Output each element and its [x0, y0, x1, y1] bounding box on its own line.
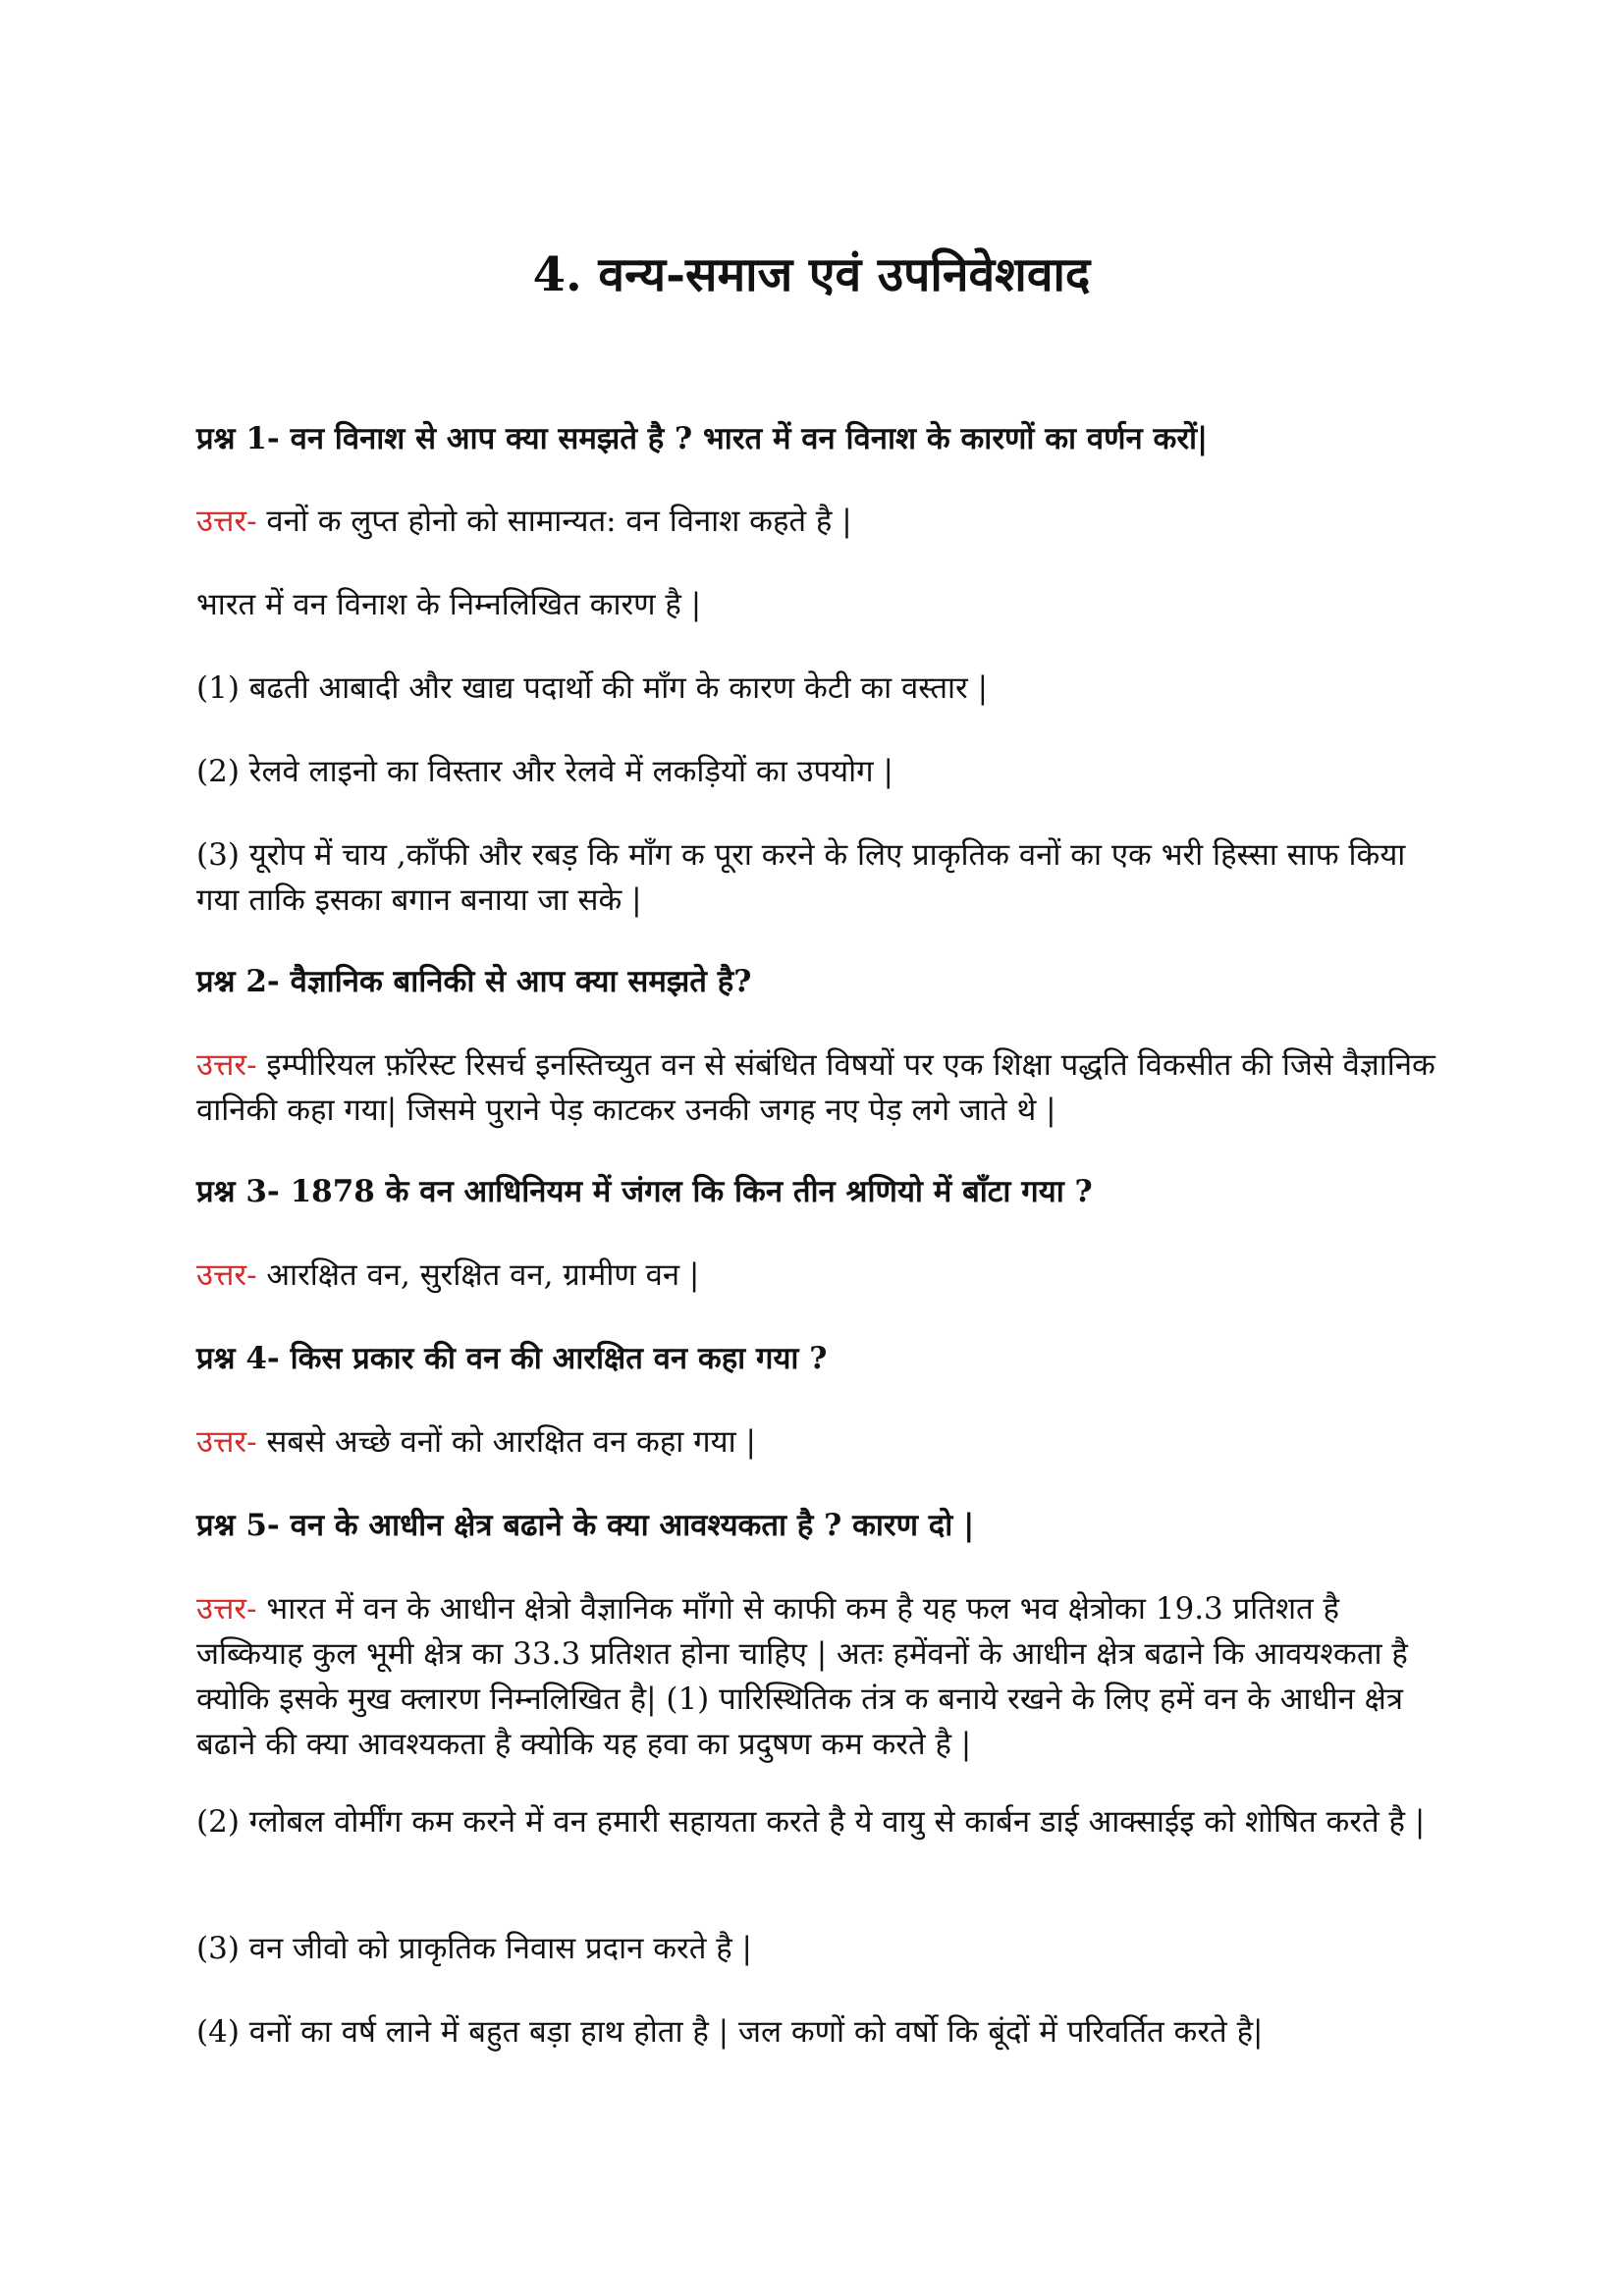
answer-5-point-3: (3) वन जीवो को प्राकृतिक निवास प्रदान करते है | — [196, 1931, 753, 1966]
answer-4 — [196, 1419, 1443, 1465]
answer-1 — [196, 499, 1443, 544]
question-5: प्रश्न 5- वन के आधीन क्षेत्र बढाने के क्या आवश्यकता है ? कारण दो | — [196, 1508, 975, 1543]
answer-5-point-2: (2) ग्लोबल वोर्मींग कम करने में वन हमारी सहायता करते है ये वायु से कार्बन डाई आक्साईइ को शोषित करते है | — [196, 1804, 1426, 1840]
answer-1-point-3: (3) यूरोप में चाय ,काँफी और रबड़ कि माँग क पूरा करने के लिए प्राकृतिक वनों का एक भरी हिस्सा साफ किया गया ताकि इसका बगान बनाया जा सके | — [196, 837, 1406, 918]
answer-5-text: भारत में वन के आधीन क्षेत्रो वैज्ञानिक माँगो से काफी कम है यह फल भव क्षेत्रोका 19.3 प्रतिशत है जब्कियाह कुल भूमी क्षेत्र का 33.3 प्रतिशत होना चाहिए | अतः हमेंवनों के आधीन क्षेत्र बढाने कि आवयश्कता है क्योकि इसके मुख क्लारण निम्नलिखित है| (1) पारिस्थितिक तंत्र क बनाये रखने के लिए हमें वन के आधीन क्षेत्र बढाने की क्या आवश्यकता है क्योकि यह हवा का प्रदुषण कम करते है | — [196, 1591, 1408, 1762]
answer-label: उत्तर- — [196, 1257, 257, 1293]
answer-1-text: वनों क लुप्त होनो को सामान्यत: वन विनाश कहते है | — [266, 504, 852, 539]
question-3: प्रश्न 3- 1878 के वन आधिनियम में जंगल कि किन तीन श्रणियो में बाँटा गया ? — [196, 1174, 1093, 1209]
chapter-title: 4. वन्य-समाज एवं उपनिवेशवाद — [532, 247, 1091, 302]
answer-label: उत्तर- — [196, 1047, 257, 1083]
answer-2-text: इम्पीरियल फ़ॉरेस्ट रिसर्च इनस्तिच्युत वन से संबंधित विषयों पर एक शिक्षा पद्धति विकसीत की जिसे वैज्ञानिक वानिकी कहा गया| जिसमे पुराने पेड़ काटकर उनकी जगह नए पेड़ लगे जाते थे | — [196, 1047, 1435, 1128]
answer-label: उत्तर- — [196, 1424, 257, 1460]
answer-3-text: आरक्षित वन, सुरक्षित वन, ग्रामीण वन | — [266, 1257, 700, 1293]
answer-label: उत्तर- — [196, 504, 257, 539]
question-2: प्रश्न 2- वैज्ञानिक बानिकी से आप क्या समझते है? — [196, 964, 752, 999]
question-1: प्रश्न 1- वन विनाश से आप क्या समझते है ? भारत में वन विनाश के कारणों का वर्णन करों| — [196, 421, 1209, 456]
answer-label: उत्तर- — [196, 1591, 257, 1627]
answer-4-text: सबसे अच्छे वनों को आरक्षित वन कहा गया | — [266, 1424, 756, 1460]
answer-3 — [196, 1253, 1443, 1298]
answer-1-intro: भारत में वन विनाश के निम्नलिखित कारण है | — [196, 587, 702, 622]
question-4: प्रश्न 4- किस प्रकार की वन की आरक्षित वन कहा गया ? — [196, 1341, 828, 1376]
answer-1-point-2: (2) रेलवे लाइनो का विस्तार और रेलवे में लकड़ियों का उपयोग | — [196, 754, 893, 789]
answer-5-point-4: (4) वनों का वर्ष लाने में बहुत बड़ा हाथ होता है | जल कणों को वर्षो कि बूंदों में परिवर्तित करते है| — [196, 2014, 1264, 2050]
answer-2 — [196, 1042, 1443, 1133]
answer-5 — [196, 1586, 1443, 1767]
answer-1-point-1: (1) बढती आबादी और खाद्य पदार्थो की माँग के कारण केटी का वस्तार | — [196, 670, 989, 706]
